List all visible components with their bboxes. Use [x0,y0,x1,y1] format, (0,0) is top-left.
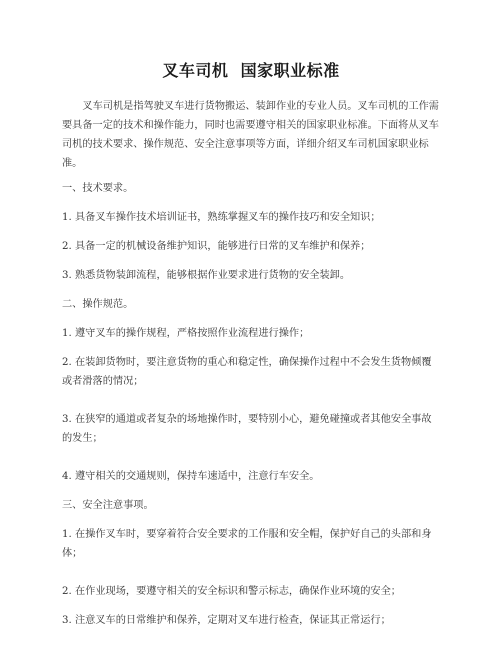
list-item: 2. 在作业现场，要遵守相关的安全标识和警示标志，确保作业环境的安全； [62,586,401,597]
list-item: 3. 在狭窄的通道或者复杂的场地操作时，要特别小心，避免碰撞或者其他安全事故的发生； [62,414,432,444]
page-title: 叉车司机 国家职业标准 [162,61,340,80]
list-item: 1. 遵守叉车的操作规程，严格按照作业流程进行操作； [62,328,310,339]
list-item: 2. 在装卸货物时，要注意货物的重心和稳定性，确保操作过程中不会发生货物倾覆或者滑落的情况； [62,357,432,387]
section-heading-technical: 一、技术要求。 [62,183,134,194]
list-item: 4. 遵守相关的交通规则，保持车速适中，注意行车安全。 [62,471,320,482]
intro-paragraph: 叉车司机是指驾驶叉车进行货物搬运、装卸作业的专业人员。叉车司机的工作需要具备一定的技术和操作能力，同时也需要遵守相关的国家职业标准。下面将从叉车司机的技术要求、操作规范、安全注意事项等方面，详细介绍叉车司机国家职业标准。 [62,101,439,169]
list-item: 2. 具备一定的机械设备维护知识，能够进行日常的叉车维护和保养； [62,241,371,252]
list-item: 3. 熟悉货物装卸流程，能够根据作业要求进行货物的安全装卸。 [62,270,351,281]
list-item: 1. 具备叉车操作技术培训证书，熟练掌握叉车的操作技巧和安全知识； [62,212,381,223]
section-heading-safety: 三、安全注意事项。 [62,500,154,511]
section-heading-operation: 二、操作规范。 [62,299,134,310]
list-item: 3. 注意叉车的日常维护和保养，定期对叉车进行检查，保证其正常运行； [62,615,391,626]
list-item: 1. 在操作叉车时，要穿着符合安全要求的工作服和安全帽，保护好自己的头部和身体； [62,529,432,559]
